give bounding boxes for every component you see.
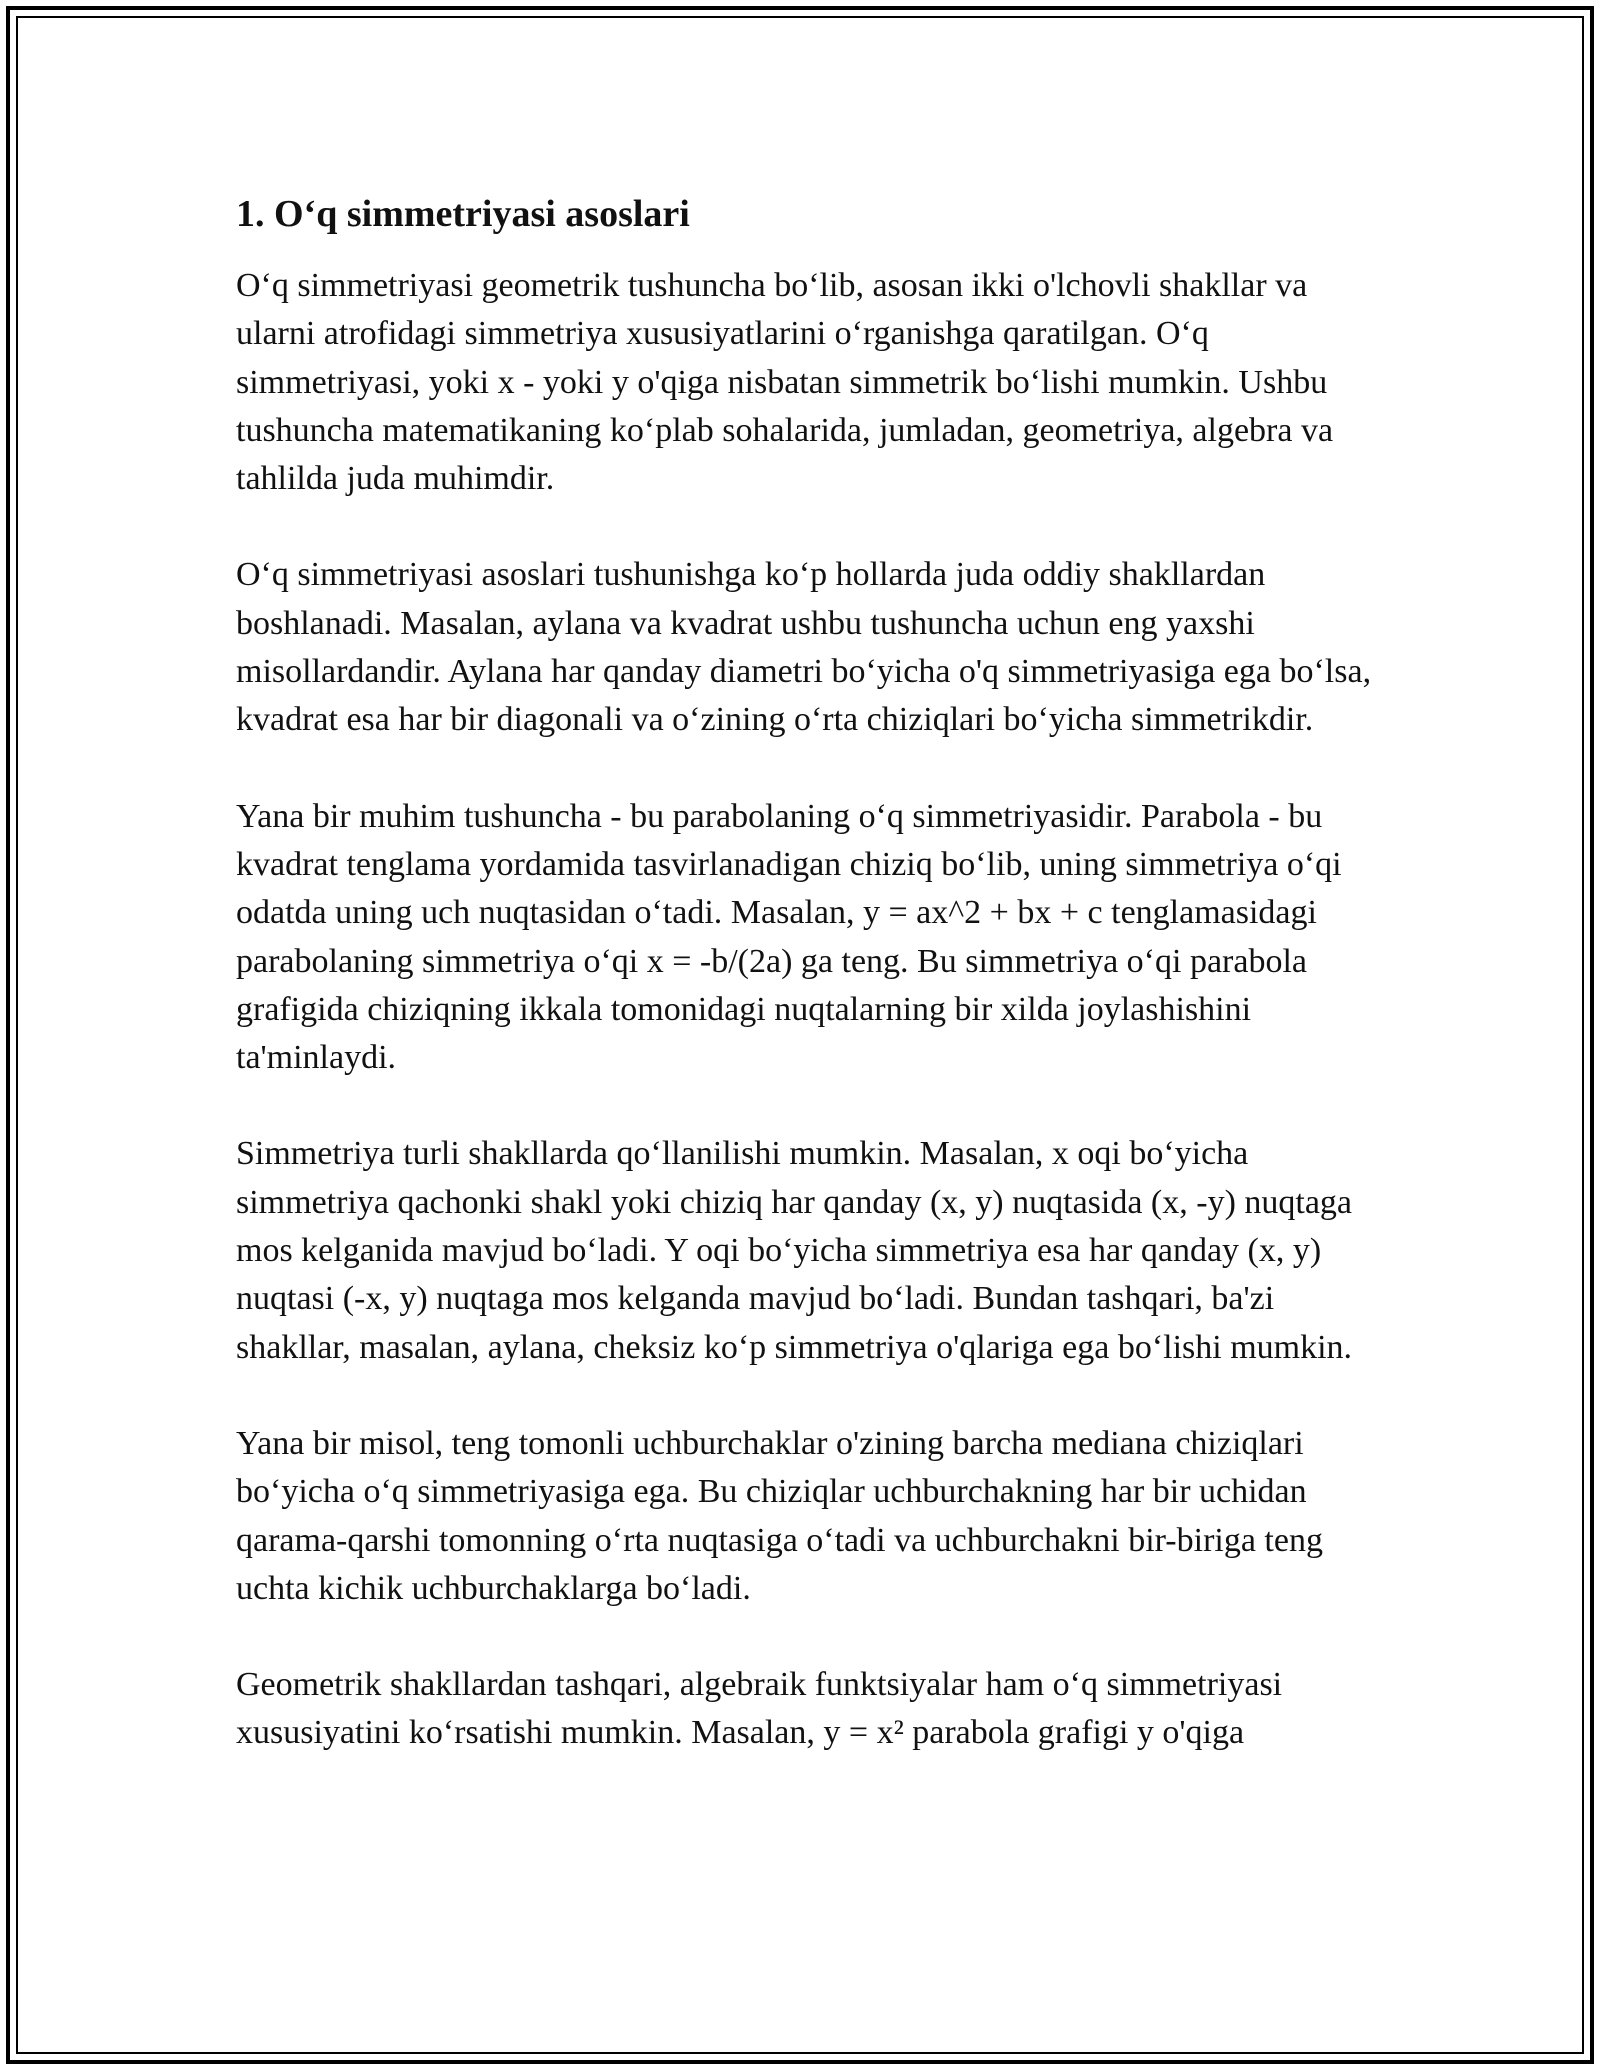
paragraph-5: Yana bir misol, teng tomonli uchburchaklar o'zining barcha mediana chiziqlari bo‘yicha o‘q simmetriyasiga ega. Bu chiziqlar uchburchakning har bir uchidan qarama-qarshi tomonning o‘rta nuqtasiga o‘tadi va uchburchakni bir-biriga teng uchta kichik uchburchaklarga bo‘ladi. bbox=[236, 1424, 1323, 1607]
paragraph-1: O‘q simmetriyasi geometrik tushuncha bo‘lib, asosan ikki o'lchovli shakllar va ularni atrofidagi simmetriya xususiyatlarini o‘rganishga qaratilgan. O‘q simmetriyasi, yoki x - yoki y o'qiga nisbatan simmetrik bo‘lishi mumkin. Ushbu tushuncha matematikaning ko‘plab sohalarida, jumladan, geometriya, algebra va tahlilda juda muhimdir. bbox=[236, 267, 1334, 498]
paragraph-2: O‘q simmetriyasi asoslari tushunishga ko‘p hollarda juda oddiy shakllardan boshlanadi. Masalan, aylana va kvadrat ushbu tushuncha uchun eng yaxshi misollardandir. Aylana har qanday diametri bo‘yicha o'q simmetriyasiga ega bo‘lsa, kvadrat esa har bir diagonali va o‘zining o‘rta chiziqlari bo‘yicha simmetrikdir. bbox=[236, 556, 1372, 739]
section-heading: 1. O‘q simmetriyasi asoslari bbox=[236, 193, 690, 235]
paragraph-3: Yana bir muhim tushuncha - bu parabolaning o‘q simmetriyasidir. Parabola - bu kvadrat tenglama yordamida tasvirlanadigan chiziq bo‘lib, uning simmetriya o‘qi odatda uning uch nuqtasidan o‘tadi. Masalan, y = ax^2 + bx + c tenglamasidagi parabolaning simmetriya o‘qi x = -b/(2a) ga teng. Bu simmetriya o‘qi parabola grafigida chiziqning ikkala tomonidagi nuqtalarning bir xilda joylashishini ta'minlaydi. bbox=[236, 797, 1342, 1077]
paragraph-4: Simmetriya turli shakllarda qo‘llanilishi mumkin. Masalan, x oqi bo‘yicha simmetriya qachonki shakl yoki chiziq har qanday (x, y) nuqtasida (x, -y) nuqtaga mos kelganida mavjud bo‘ladi. Y oqi bo‘yicha simmetriya esa har qanday (x, y) nuqtasi (-x, y) nuqtaga mos kelganda mavjud bo‘ladi. Bundan tashqari, ba'zi shakllar, masalan, aylana, cheksiz ko‘p simmetriya o'qlariga ega bo‘lishi mumkin. bbox=[236, 1135, 1353, 1366]
paragraph-6: Geometrik shakllardan tashqari, algebraik funktsiyalar ham o‘q simmetriyasi xususiyatini ko‘rsatishi mumkin. Masalan, y = x² parabola grafigi y o'qiga bbox=[236, 1666, 1283, 1752]
document-body bbox=[236, 186, 1372, 1806]
